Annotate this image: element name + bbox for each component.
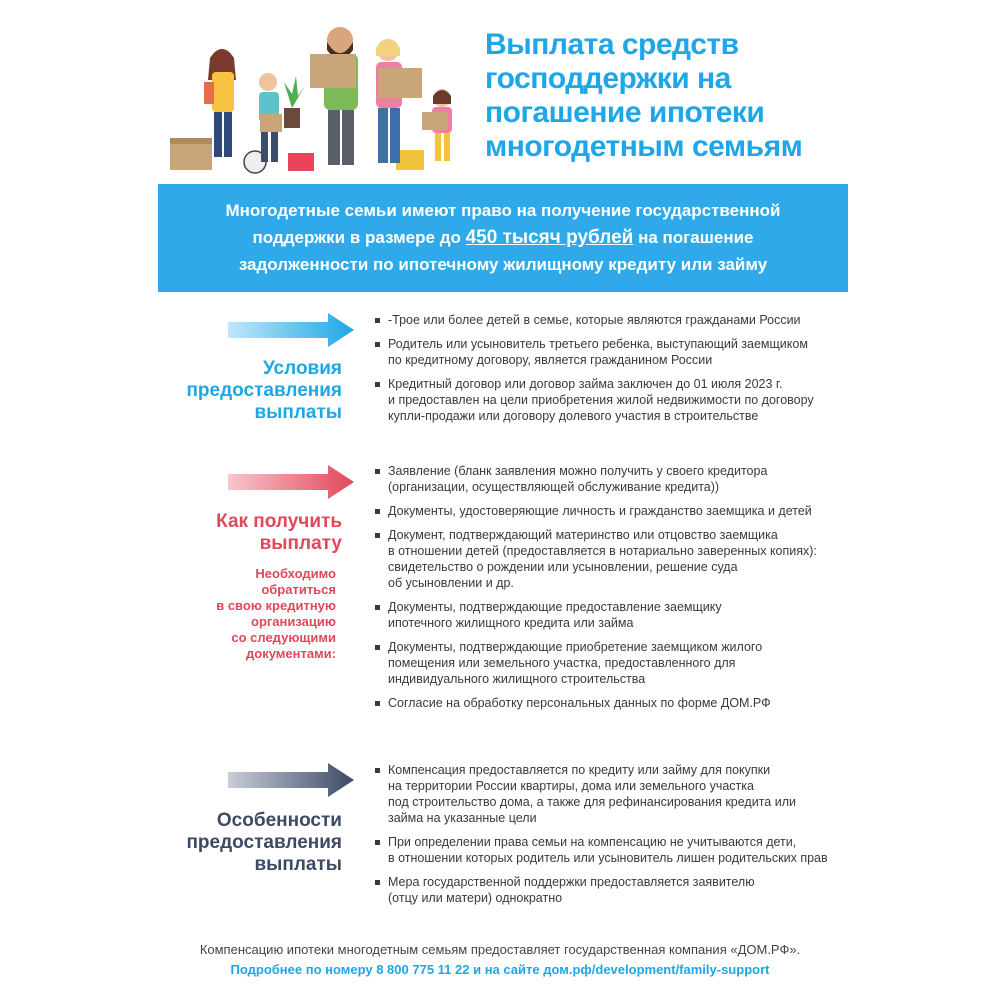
section-title-features: Особенности предоставления выплаты [186,810,342,875]
banner-line-3: задолженности по ипотечному жилищному кредиту или займу [238,255,768,274]
arrow-icon-how-to-get [228,465,354,499]
list-item: Родитель или усыновитель третьего ребенка, выступающий заемщиком по кредитному договору, является гражданином России [372,336,842,368]
list-item: При определении права семьи на компенсацию не учитываются дети, в отношении которых родитель или усыновитель лишен родительских прав [372,834,842,866]
features-list [372,762,842,914]
how-to-get-list [372,463,842,719]
page-title: Выплата средств господдержки на погашение ипотеки многодетным семьям [485,28,803,163]
footer [0,940,1000,980]
banner-line-1: Многодетные семьи имеют право на получение государственной [225,201,781,220]
arrow-icon-conditions [228,313,354,347]
list-item: -Трое или более детей в семье, которые являются гражданами России [372,312,842,328]
conditions-list [372,312,842,432]
section-note-how-to-get: Необходимо обратиться в свою кредитную организацию со следующими документами: [216,566,336,661]
info-banner [158,184,848,292]
section-title-conditions: Условия предоставления выплаты [186,358,342,423]
list-item: Документы, удостоверяющие личность и гражданство заемщика и детей [372,503,842,519]
list-item: Согласие на обработку персональных данных по форме ДОМ.РФ [372,695,842,711]
banner-line-2 [158,224,848,251]
list-item: Кредитный договор или договор займа заключен до 01 июля 2023 г. и предоставлен на цели приобретения жилой недвижимости по договору купли-продажи или договору долевого участия в строительстве [372,376,842,424]
footer-note: Компенсацию ипотеки многодетным семьям предоставляет государственная компания «ДОМ.РФ». [199,942,801,957]
banner-line-2-start: поддержки в размере до [252,228,466,247]
section-title-how-to-get: Как получить выплату [216,511,342,554]
list-item: Документ, подтверждающий материнство или отцовство заемщика в отношении детей (предоставляется в нотариально заверенных копиях): свидетельство о рождении или усыновлении, решение суда об усыновлении и др. [372,527,842,591]
list-item: Мера государственной поддержки предоставляется заявителю (отцу или матери) однократно [372,874,842,906]
list-item: Компенсация предоставляется по кредиту или займу для покупки на территории России квартиры, дома или земельного участка под строительство дома, а также для рефинансирования кредита или займа на указанные цели [372,762,842,826]
footer-contact-link[interactable]: Подробнее по номеру 8 800 775 11 22 и на сайте дом.рф/development/family-support [230,962,770,977]
banner-amount: 450 тысяч рублей [465,227,634,248]
list-item: Документы, подтверждающие предоставление заемщику ипотечного жилищного кредита или займа [372,599,842,631]
banner-line-2-end: на погашение [633,228,754,247]
list-item: Документы, подтверждающие приобретение заемщиком жилого помещения или земельного участка, предоставленного для индивидуального жилищного строительства [372,639,842,687]
arrow-icon-features [228,763,354,797]
list-item: Заявление (бланк заявления можно получить у своего кредитора (организации, осуществляющей обслуживание кредита)) [372,463,842,495]
family-moving-illustration [160,20,470,175]
